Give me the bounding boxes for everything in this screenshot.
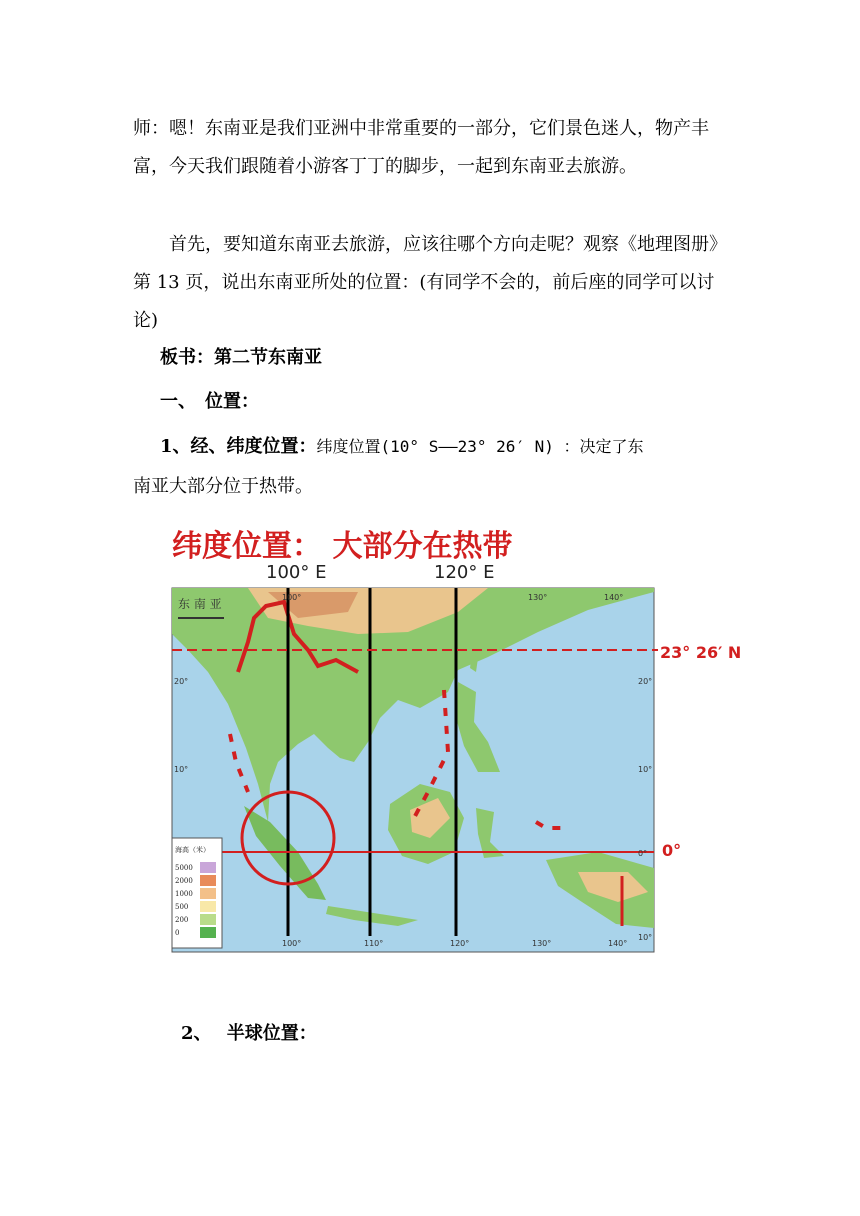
legend-swatch [200,862,216,873]
item2-heading: 2、 半球位置： [181,1023,317,1044]
lat-tick-10-left: 10° [174,765,189,774]
legend-level-label: 500 [175,903,189,911]
lon-tick-top-140: 140° [604,593,624,602]
legend-level-label: 1000 [175,890,193,898]
legend-title: 海高（米） [175,846,210,854]
intro-paragraph: 师：嗯！东南亚是我们亚洲中非常重要的一部分，它们景色迷人，物产丰富，今天我们跟随着小游客丁丁的脚步，一起到东南亚去旅游。 [133,118,709,177]
map-title: 纬度位置： 大部分在热带 [172,529,513,564]
lat-tick-20-left: 20° [174,677,189,686]
southeast-asia-map [158,522,758,962]
lat-tick-0-right: 0° [638,849,648,858]
map-name: 东 南 亚 [178,597,222,611]
legend-level-label: 5000 [175,864,193,872]
question-paragraph: 首先，要知道东南亚去旅游，应该往哪个方向走呢？观察《地理图册》第 13 页，说出东南亚所处的位置：(有同学不会的，前后座的同学可以讨论) [133,234,727,331]
item1-text: 纬度位置(10° S——23° 26′ N) ：决定了东 [316,437,644,456]
item1-line-2: 南亚大部分位于热带。 [133,476,313,497]
legend-swatch [200,901,216,912]
item1-line [160,432,644,458]
board-heading: 板书：第二节东南亚 [160,347,322,368]
label-120e: 120° E [434,562,495,583]
lon-tick-top-130: 130° [528,593,548,602]
legend-level-label: 200 [175,916,189,924]
legend-level-label: 0 [175,929,180,937]
lon-tick-bottom-110: 110° [364,939,384,948]
lon-tick-bottom-120: 120° [450,939,470,948]
item1-heading: 1、经、纬度位置： [160,436,317,457]
lon-tick-bottom-140: 140° [608,939,628,948]
legend-swatch [200,888,216,899]
lat-tick-20-right: 20° [638,677,653,686]
legend-level-label: 2000 [175,877,193,885]
label-tropic: 23° 26′ N [660,643,742,662]
lon-tick-top-100: 100° [282,593,302,602]
lon-tick-bottom-100: 100° [282,939,302,948]
legend-swatch [200,914,216,925]
label-equator: 0° [662,841,682,860]
lat-tick-10s-right: 10° [638,933,653,942]
legend-swatch [200,875,216,886]
elevation-legend [172,838,222,948]
label-100e: 100° E [266,562,327,583]
legend-swatch [200,927,216,938]
section-location-heading: 一、 位置： [160,391,259,412]
lon-tick-bottom-130: 130° [532,939,552,948]
lat-tick-10-right: 10° [638,765,653,774]
